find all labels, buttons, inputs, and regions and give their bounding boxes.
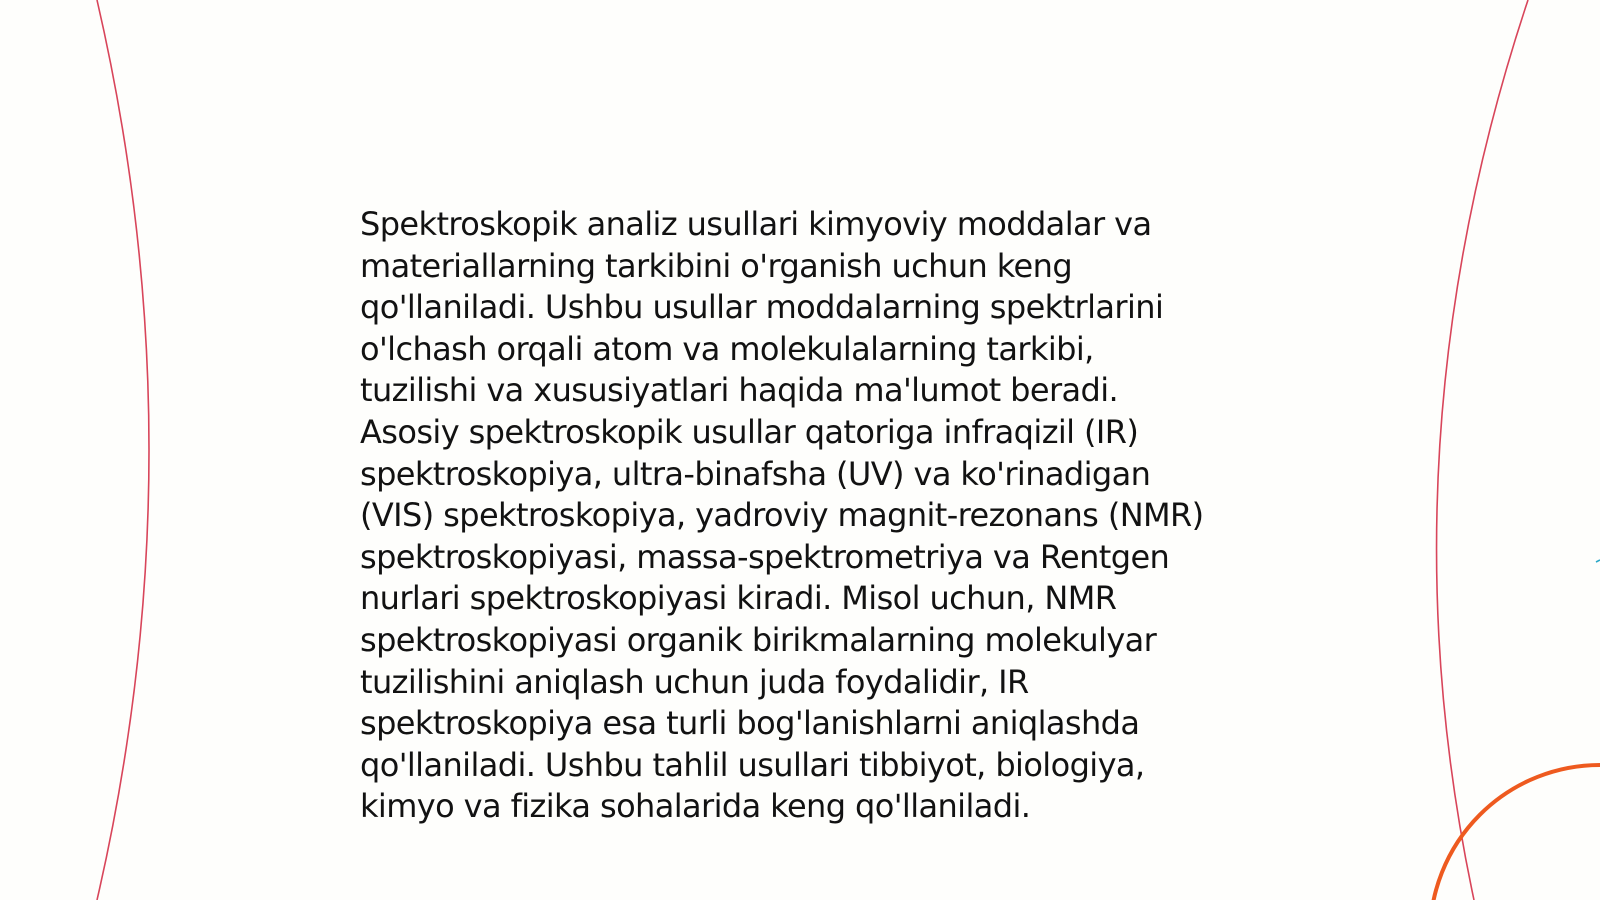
right-curve-line	[1437, 0, 1528, 900]
body-paragraph: Spektroskopik analiz usullari kimyoviy moddalar va materiallarning tarkibini o'rganish uchun keng qo'llaniladi. Ushbu usullar moddalarning spektrlarini o'lchash orqali atom va molekulalarning tarkibi, tuzilishi va xususiyatlari haqida ma'lumot beradi. Asosiy spektroskopik usullar qatoriga infraqizil (IR) spektroskopiya, ultra-binafsha (UV) va ko'rinadigan (VIS) spektroskopiya, yadroviy magnit-rezonans (NMR) spektroskopiyasi, massa-spektrometriya va Rentgen nurlari spektroskopiyasi kiradi. Misol uchun, NMR spektroskopiyasi organik birikmalarning molekulyar tuzilishini aniqlash uchun juda foydalidir, IR spektroskopiya esa turli bog'lanishlarni aniqlashda qo'llaniladi. Ushbu tahlil usullari tibbiyot, biologiya, kimyo va fizika sohalarida keng qo'llaniladi.	[360, 205, 1204, 826]
teal-mark	[1596, 560, 1600, 562]
orange-circle	[1430, 765, 1600, 900]
left-curve-line	[97, 0, 149, 900]
